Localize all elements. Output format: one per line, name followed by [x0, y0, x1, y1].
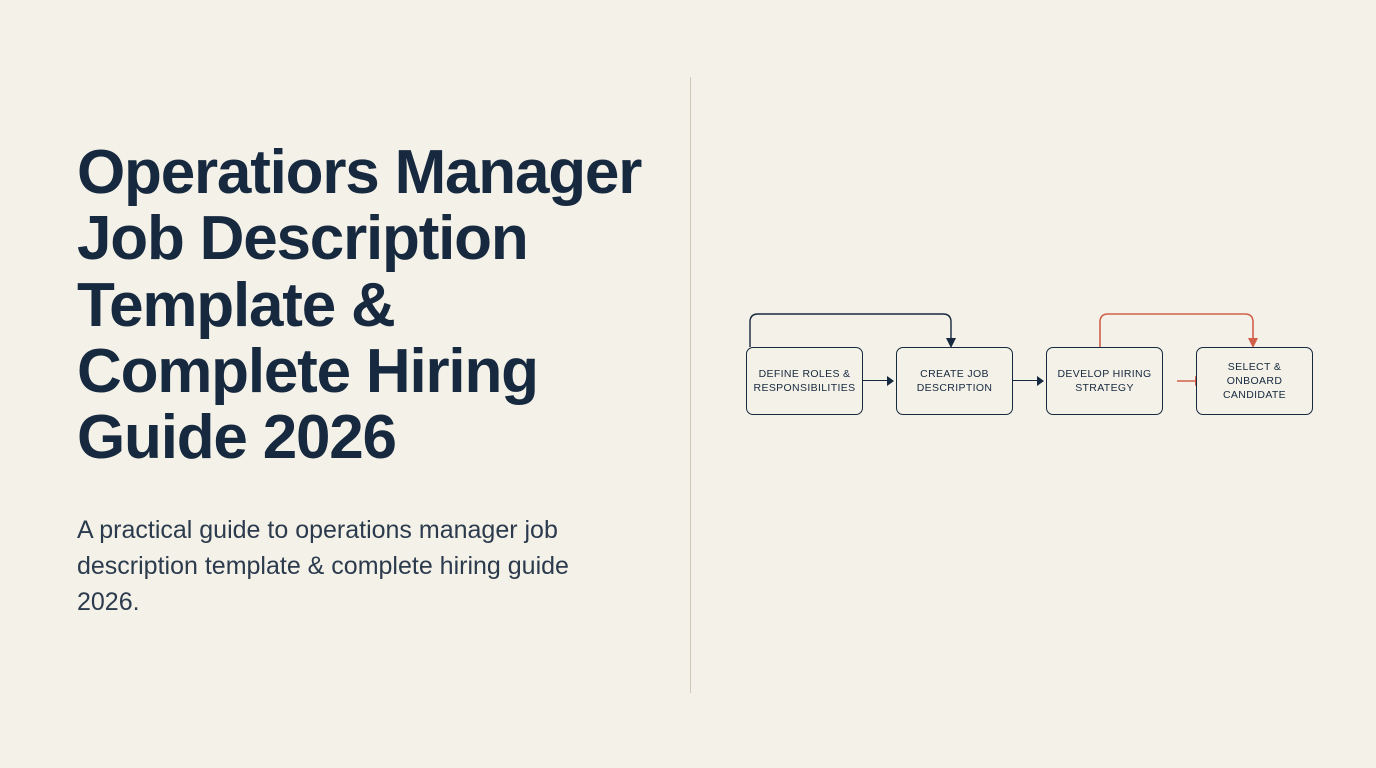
- page-title: Operatiors Manager Job Description Template & Complete Hiring Guide 2026: [77, 138, 642, 473]
- vertical-divider: [690, 77, 691, 693]
- flow-node-row: [746, 347, 1313, 415]
- connector-2: [1013, 374, 1046, 388]
- arrow-head-icon: [887, 376, 894, 386]
- flow-node-label: DEFINE ROLES & RESPONSIBILITIES: [753, 367, 856, 394]
- flow-node-define-roles[interactable]: [746, 347, 863, 415]
- flow-node-create-job-description[interactable]: [896, 347, 1013, 415]
- flow-node-label: DEVELOP HIRING STRATEGY: [1057, 367, 1152, 394]
- title-block: [77, 140, 647, 620]
- connector-3: [1163, 374, 1196, 388]
- page-subtitle: A practical guide to operations manager job description template & complete hiring guide 2026.: [77, 515, 569, 617]
- connector-line: [1013, 380, 1038, 381]
- process-flow-diagram: [735, 300, 1335, 460]
- arrow-head-icon: [1037, 376, 1044, 386]
- connector-1: [863, 374, 896, 388]
- connector-line: [863, 380, 888, 381]
- flow-node-label: SELECT & ONBOARD CANDIDATE: [1222, 360, 1287, 402]
- flow-node-label: CREATE JOB DESCRIPTION: [916, 367, 993, 394]
- flow-node-select-onboard-candidate[interactable]: [1196, 347, 1313, 415]
- flow-node-develop-hiring-strategy[interactable]: [1046, 347, 1163, 415]
